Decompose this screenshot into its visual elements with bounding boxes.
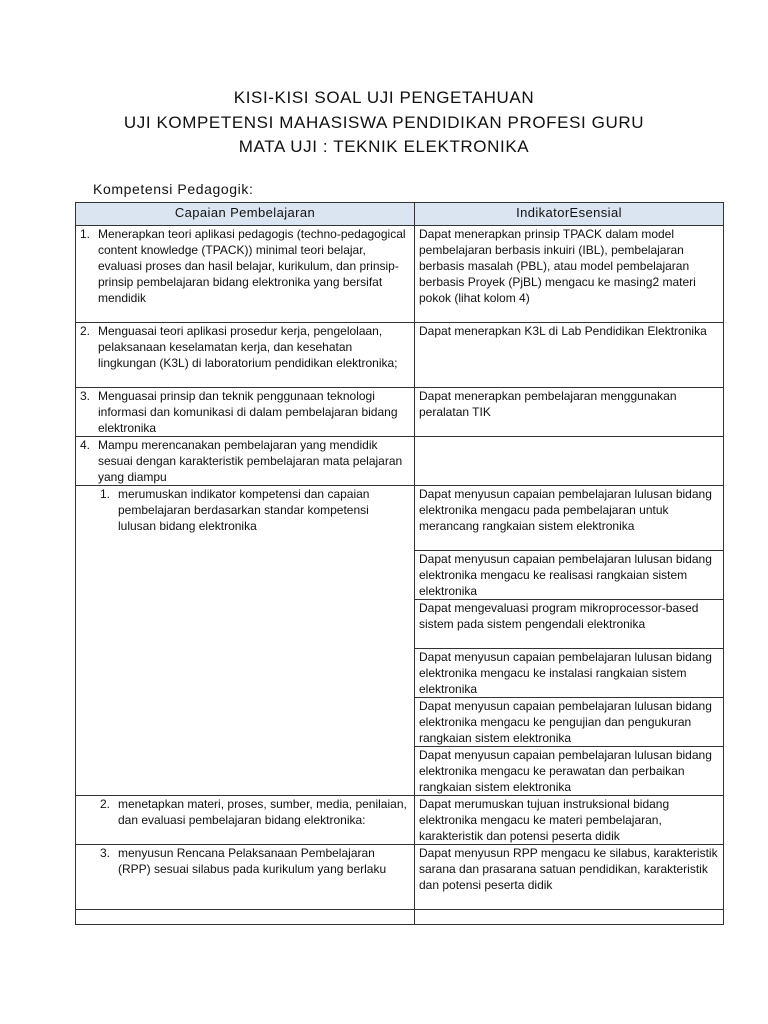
table-row: [76, 323, 724, 388]
capaian-cell: [76, 388, 415, 437]
indikator-cell: Dapat menerapkan prinsip TPACK dalam model pembelajaran berbasis inkuiri (IBL), pembelajaran berbasis masalah (PBL), atau model pembelajaran berbasis Proyek (PjBL) mengacu ke masing2 materi pokok (lihat kolom 4): [415, 226, 724, 323]
table-row: [76, 796, 724, 845]
capaian-text: Mampu merencanakan pembelajaran yang mendidik sesuai dengan karakteristik pembelajaran mata pelajaran yang diampu: [98, 438, 403, 484]
column-header-capaian: Capaian Pembelajaran: [76, 203, 415, 226]
table-row: [76, 845, 724, 910]
indikator-cell: Dapat menerapkan K3L di Lab Pendidikan Elektronika: [415, 323, 724, 388]
indikator-cell: Dapat menyusun capaian pembelajaran lulusan bidang elektronika mengacu ke realisasi rangkaian sistem elektronika: [415, 551, 724, 600]
table-header-row: [76, 203, 724, 226]
doc-title-line3: MATA UJI : TEKNIK ELEKTRONIKA: [238, 137, 530, 156]
indikator-cell: Dapat menyusun RPP mengacu ke silabus, karakteristik sarana dan prasarana satuan pendidikan, karakteristik dan potensi peserta didik: [415, 845, 724, 910]
capaian-cell: [76, 226, 415, 323]
indikator-cell: Dapat menyusun capaian pembelajaran lulusan bidang elektronika mengacu ke perawatan dan perbaikan rangkaian sistem elektronika: [415, 747, 724, 796]
indikator-cell: Dapat mengevaluasi program mikroprocessor-based sistem pada sistem pengendali elektronika: [415, 600, 724, 649]
doc-title-line1: KISI-KISI SOAL UJI PENGETAHUAN: [233, 88, 535, 107]
table-row: [76, 437, 724, 486]
table-row: [76, 226, 724, 323]
indikator-cell: Dapat merumuskan tujuan instruksional bidang elektronika mengacu ke materi pembelajaran, karakteristik dan potensi peserta didik: [415, 796, 724, 845]
capaian-text: menyusun Rencana Pelaksanaan Pembelajaran (RPP) sesuai silabus pada kurikulum yang berlaku: [118, 846, 387, 876]
indikator-cell: [415, 437, 724, 486]
table-row: [76, 388, 724, 437]
empty-cell: [76, 910, 415, 925]
doc-title-line2: UJI KOMPETENSI MAHASISWA PENDIDIKAN PROFESI GURU: [123, 113, 645, 132]
sub-item-number: 1.: [100, 487, 111, 501]
capaian-cell: [76, 486, 415, 796]
item-number: 3.: [80, 389, 91, 403]
sub-item-number: 3.: [100, 846, 111, 860]
table-row: [76, 910, 724, 925]
item-number: 2.: [80, 324, 91, 338]
capaian-text: Menguasai teori aplikasi prosedur kerja, pengelolaan, pelaksanaan keselamatan kerja, dan kesehatan lingkungan (K3L) di laboratorium pendidikan elektronika;: [98, 324, 398, 370]
sub-item-number: 2.: [100, 797, 111, 811]
indikator-cell: Dapat menyusun capaian pembelajaran lulusan bidang elektronika mengacu ke pengujian dan pengukuran rangkaian sistem elektronika: [415, 698, 724, 747]
capaian-text: menetapkan materi, proses, sumber, media, penilaian, dan evaluasi pembelajaran bidang elektronika:: [118, 797, 407, 827]
table-row: [76, 486, 724, 551]
item-number: 1.: [80, 227, 91, 241]
capaian-cell: [76, 845, 415, 910]
indikator-cell: Dapat menerapkan pembelajaran menggunakan peralatan TIK: [415, 388, 724, 437]
indikator-cell: Dapat menyusun capaian pembelajaran lulusan bidang elektronika mengacu ke instalasi rangkaian sistem elektronika: [415, 649, 724, 698]
capaian-cell: [76, 796, 415, 845]
column-header-indikator: IndikatorEsensial: [415, 203, 724, 226]
section-heading: Kompetensi Pedagogik:: [93, 181, 254, 197]
item-number: 4.: [80, 438, 91, 452]
capaian-cell: [76, 437, 415, 486]
capaian-text: Menguasai prinsip dan teknik penggunaan teknologi informasi dan komunikasi di dalam pembelajaran bidang elektronika: [98, 389, 398, 435]
capaian-cell: [76, 323, 415, 388]
capaian-text: merumuskan indikator kompetensi dan capaian pembelajaran berdasarkan standar kompetensi lulusan bidang elektronika: [118, 487, 370, 533]
capaian-text: Menerapkan teori aplikasi pedagogis (techno-pedagogical content knowledge (TPACK)) minimal teori belajar, evaluasi proses dan hasil belajar, kurikulum, dan prinsip-prinsip pembelajaran bidang elektronika yang bersifat mendidik: [98, 227, 406, 305]
indikator-cell: Dapat menyusun capaian pembelajaran lulusan bidang elektronika mengacu pada pembelajaran untuk merancang rangkaian sistem elektronika: [415, 486, 724, 551]
empty-cell: [415, 910, 724, 925]
competency-table: [75, 202, 724, 925]
